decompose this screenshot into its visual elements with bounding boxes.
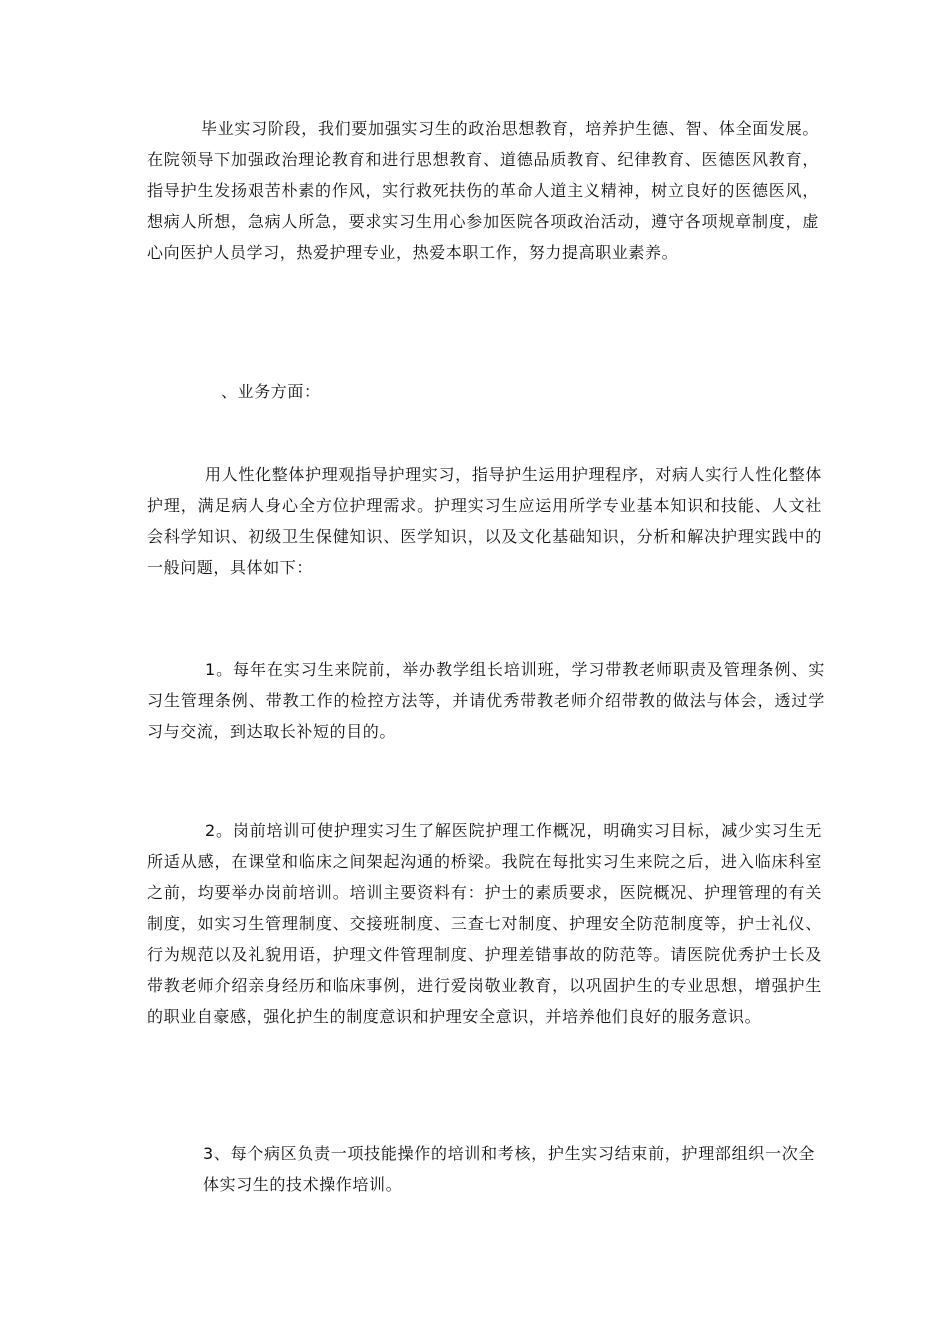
list-item-3: 3、每个病区负责一项技能操作的培训和考核，护生实习结束前，护理部组织一次全体实习生的技术操作培训。 <box>203 1144 815 1194</box>
paragraph-humanized-nursing: 用人性化整体护理观指导护理实习，指导护生运用护理程序，对病人实行人性化整体护理，满足病人身心全方位护理需求。护理实习生应运用所学专业基本知识和技能、人文社会科学知识、初级卫生保健知识、医学知识，以及文化基础知识，分析和解决护理实践中的一般问题，具体如下： <box>147 465 822 577</box>
list-item-1: 1。每年在实习生来院前，举办教学组长培训班，学习带教老师职责及管理条例、实习生管理条例、带教工作的检控方法等，并请优秀带教老师介绍带教的做法与体会，透过学习与交流，到达取长补短的目的。 <box>147 660 825 741</box>
list-item-2: 2。岗前培训可使护理实习生了解医院护理工作概况，明确实习目标，减少实习生无所适从感，在课堂和临床之间架起沟通的桥梁。我院在每批实习生来院之后，进入临床科室之前，均要举办岗前培训。培训主要资料有：护士的素质要求，医院概况、护理管理的有关制度，如实习生管理制度、交接班制度、三查七对制度、护理安全防范制度等，护士礼仪、行为规范以及礼貌用语，护理文件管理制度、护理差错事故的防范等。请医院优秀护士长及带教老师介绍亲身经历和临床事例，进行爱岗敬业教育，以巩固护生的专业思想，增强护生的职业自豪感，强化护生的制度意识和护理安全意识，并培养他们良好的服务意识。 <box>147 821 822 1026</box>
paragraph-political-education: 毕业实习阶段，我们要加强实习生的政治思想教育，培养护生德、智、体全面发展。在院领导下加强政治理论教育和进行思想教育、道德品质教育、纪律教育、医德医风教育，指导护生发扬艰苦朴素的作风，实行救死扶伤的革命人道主义精神，树立良好的医德医风，想病人所想，急病人所急，要求实习生用心参加医院各项政治活动，遵守各项规章制度，虚心向医护人员学习，热爱护理专业，热爱本职工作，努力提高职业素养。 <box>147 119 819 262</box>
section-heading-business: 、业务方面： <box>221 382 321 401</box>
